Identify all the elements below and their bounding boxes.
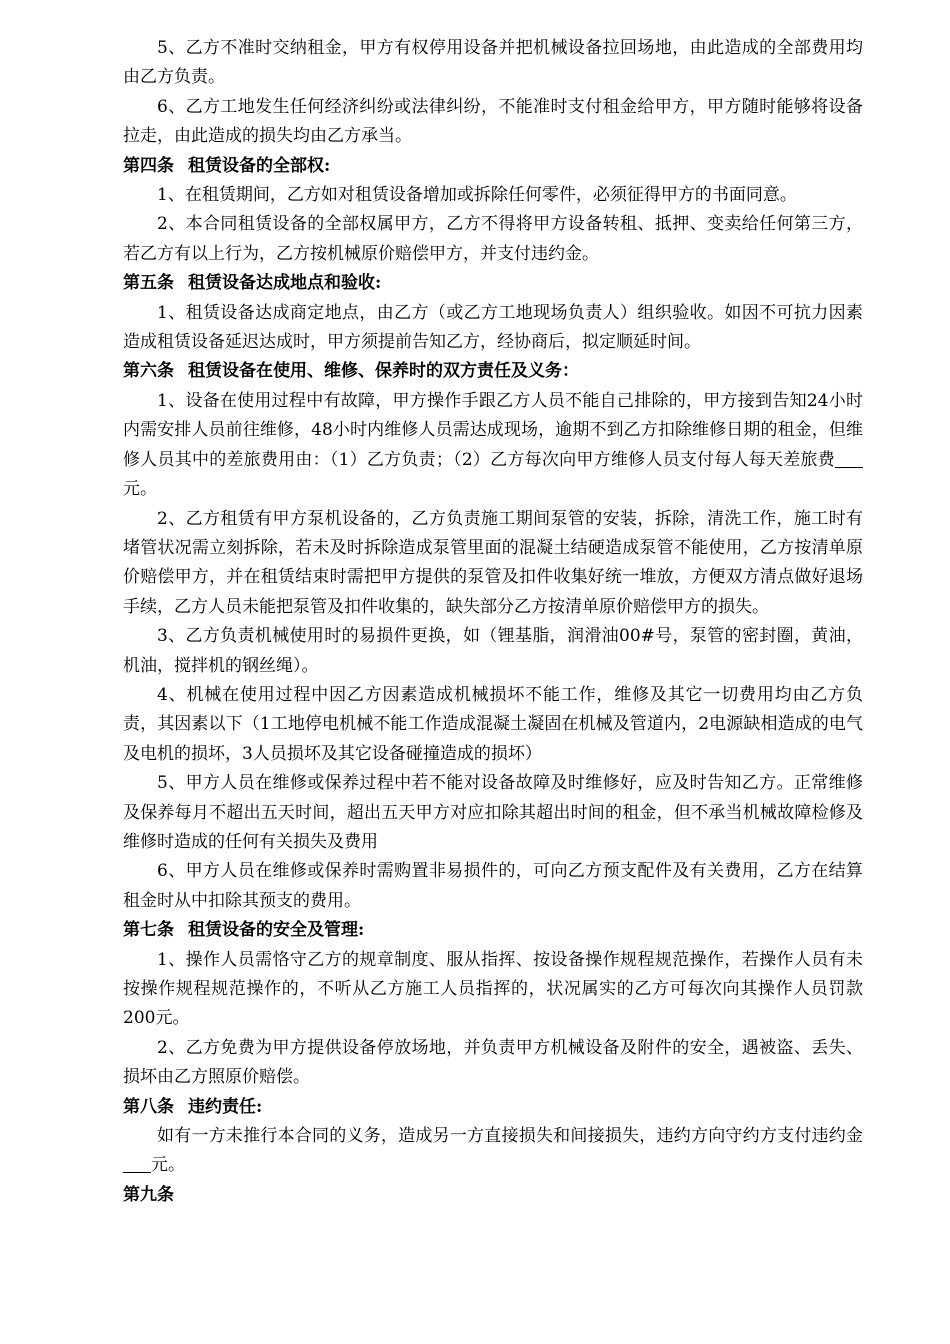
clause-text: 2、乙方租赁有甲方泵机设备的，乙方负责施工期间泵管的安装，拆除，清洗工作，施工时有堵管状况需立刻拆除，若未及时拆除造成泵管里面的混凝土结硬造成泵管不能使用，乙方按清单原价赔偿甲方，并在租赁结束时需把甲方提供的泵管及扣件收集好统一堆放，方便双方清点做好退场手续，乙方人员未能把泵管及扣件收集的，缺失部分乙方按清单原价赔偿甲方的损失。 [123, 508, 863, 617]
clause-tail: 元。 [151, 1155, 185, 1176]
clause-tail: 元。 [123, 479, 157, 500]
article-heading [123, 916, 863, 945]
clause-text: 6、甲方人员在维修或保养时需购置非易损件的，可向乙方预支配件及有关费用，乙方在结算租金时从中扣除其预支的费用。 [123, 861, 863, 911]
article-heading [123, 357, 863, 386]
clause-paragraph [123, 1034, 863, 1093]
article-number: 第五条 [123, 273, 174, 294]
article-number: 第七条 [123, 920, 174, 941]
article-number: 第六条 [123, 361, 174, 382]
clause-text: 1、操作人员需恪守乙方的规章制度、服从指挥、按设备操作规程规范操作，若操作人员有未按操作规程规范操作的，不听从乙方施工人员指挥的，状况属实的乙方可每次向其操作人员罚款200元。 [123, 949, 863, 1029]
clause-text: 如有一方未推行本合同的义务，造成另一方直接损失和间接损失，违约方向守约方支付违约金 [157, 1126, 863, 1147]
fill-in-blank [123, 1155, 151, 1173]
clause-paragraph [123, 210, 863, 269]
clause-text: 5、甲方人员在维修或保养过程中若不能对设备故障及时维修好，应及时告知乙方。正常维修及保养每月不超出五天时间，超出五天甲方对应扣除其超出时间的租金，但不承当机械故障检修及维修时造成的任何有关损失及费用 [123, 773, 863, 852]
article-heading [123, 1181, 863, 1210]
clause-text: 1、设备在使用过程中有故障，甲方操作手跟乙方人员不能自己排除的，甲方接到告知24小时内需安排人员前往维修，48小时内维修人员需达成现场，逾期不到乙方扣除维修日期的租金，但维修人员其中的差旅费用由：（1）乙方负责；（2）乙方每次向甲方维修人员支付每人每天差旅费 [123, 390, 863, 470]
article-number: 第八条 [123, 1096, 174, 1117]
article-title: 租赁设备的安全及管理: [188, 920, 365, 941]
document-page [123, 34, 863, 1210]
article-heading [123, 152, 863, 181]
clause-paragraph [123, 505, 863, 623]
clause-paragraph [123, 769, 863, 857]
clause-paragraph [123, 387, 863, 505]
clause-text: 1、租赁设备达成商定地点，由乙方（或乙方工地现场负责人）组织验收。如因不可抗力因素造成租赁设备延迟达成时，甲方须提前告知乙方，经协商后，拟定顺延时间。 [123, 302, 863, 353]
clause-paragraph [123, 681, 863, 769]
clause-text: 4、机械在使用过程中因乙方因素造成机械损坏不能工作，维修及其它一切费用均由乙方负责，其因素以下（1工地停电机械不能工作造成混凝土凝固在机械及管道内，2电源缺相造成的电气及电机的损坏，3人员损坏及其它设备碰撞造成的损坏） [123, 684, 863, 764]
article-title: 租赁设备的全部权: [188, 155, 331, 176]
clause-paragraph [123, 622, 863, 681]
article-number: 第四条 [123, 155, 174, 176]
clause-text: 1、在租赁期间，乙方如对租赁设备增加或拆除任何零件，必须征得甲方的书面同意。 [157, 185, 797, 206]
clause-text: 6、乙方工地发生任何经济纠纷或法律纠纷，不能准时支付租金给甲方，甲方随时能够将设备拉走，由此造成的损失均由乙方承当。 [123, 96, 863, 147]
clause-text: 2、本合同租赁设备的全部权属甲方，乙方不得将甲方设备转租、抵押、变卖给任何第三方，若乙方有以上行为，乙方按机械原价赔偿甲方，并支付违约金。 [123, 214, 863, 264]
clause-paragraph [123, 299, 863, 358]
fill-in-blank [835, 450, 863, 468]
article-title: 租赁设备达成地点和验收: [188, 273, 382, 294]
clause-paragraph [123, 946, 863, 1034]
article-heading [123, 269, 863, 298]
clause-text: 3、乙方负责机械使用时的易损件更换，如（锂基脂，润滑油00#号，泵管的密封圈，黄油，机油，搅拌机的钢丝绳）。 [123, 626, 863, 676]
clause-paragraph [123, 857, 863, 916]
clause-paragraph [123, 181, 863, 210]
article-number: 第九条 [123, 1184, 174, 1205]
article-title: 违约责任: [188, 1096, 263, 1117]
clause-paragraph [123, 93, 863, 152]
clause-paragraph [123, 34, 863, 93]
article-heading [123, 1093, 863, 1122]
clause-text: 2、乙方免费为甲方提供设备停放场地，并负责甲方机械设备及附件的安全，遇被盗、丢失、损坏由乙方照原价赔偿。 [123, 1037, 863, 1088]
clause-text: 5、乙方不准时交纳租金，甲方有权停用设备并把机械设备拉回场地，由此造成的全部费用均由乙方负责。 [123, 38, 863, 88]
article-title: 租赁设备在使用、维修、保养时的双方责任及义务： [188, 361, 579, 382]
clause-paragraph [123, 1122, 863, 1181]
